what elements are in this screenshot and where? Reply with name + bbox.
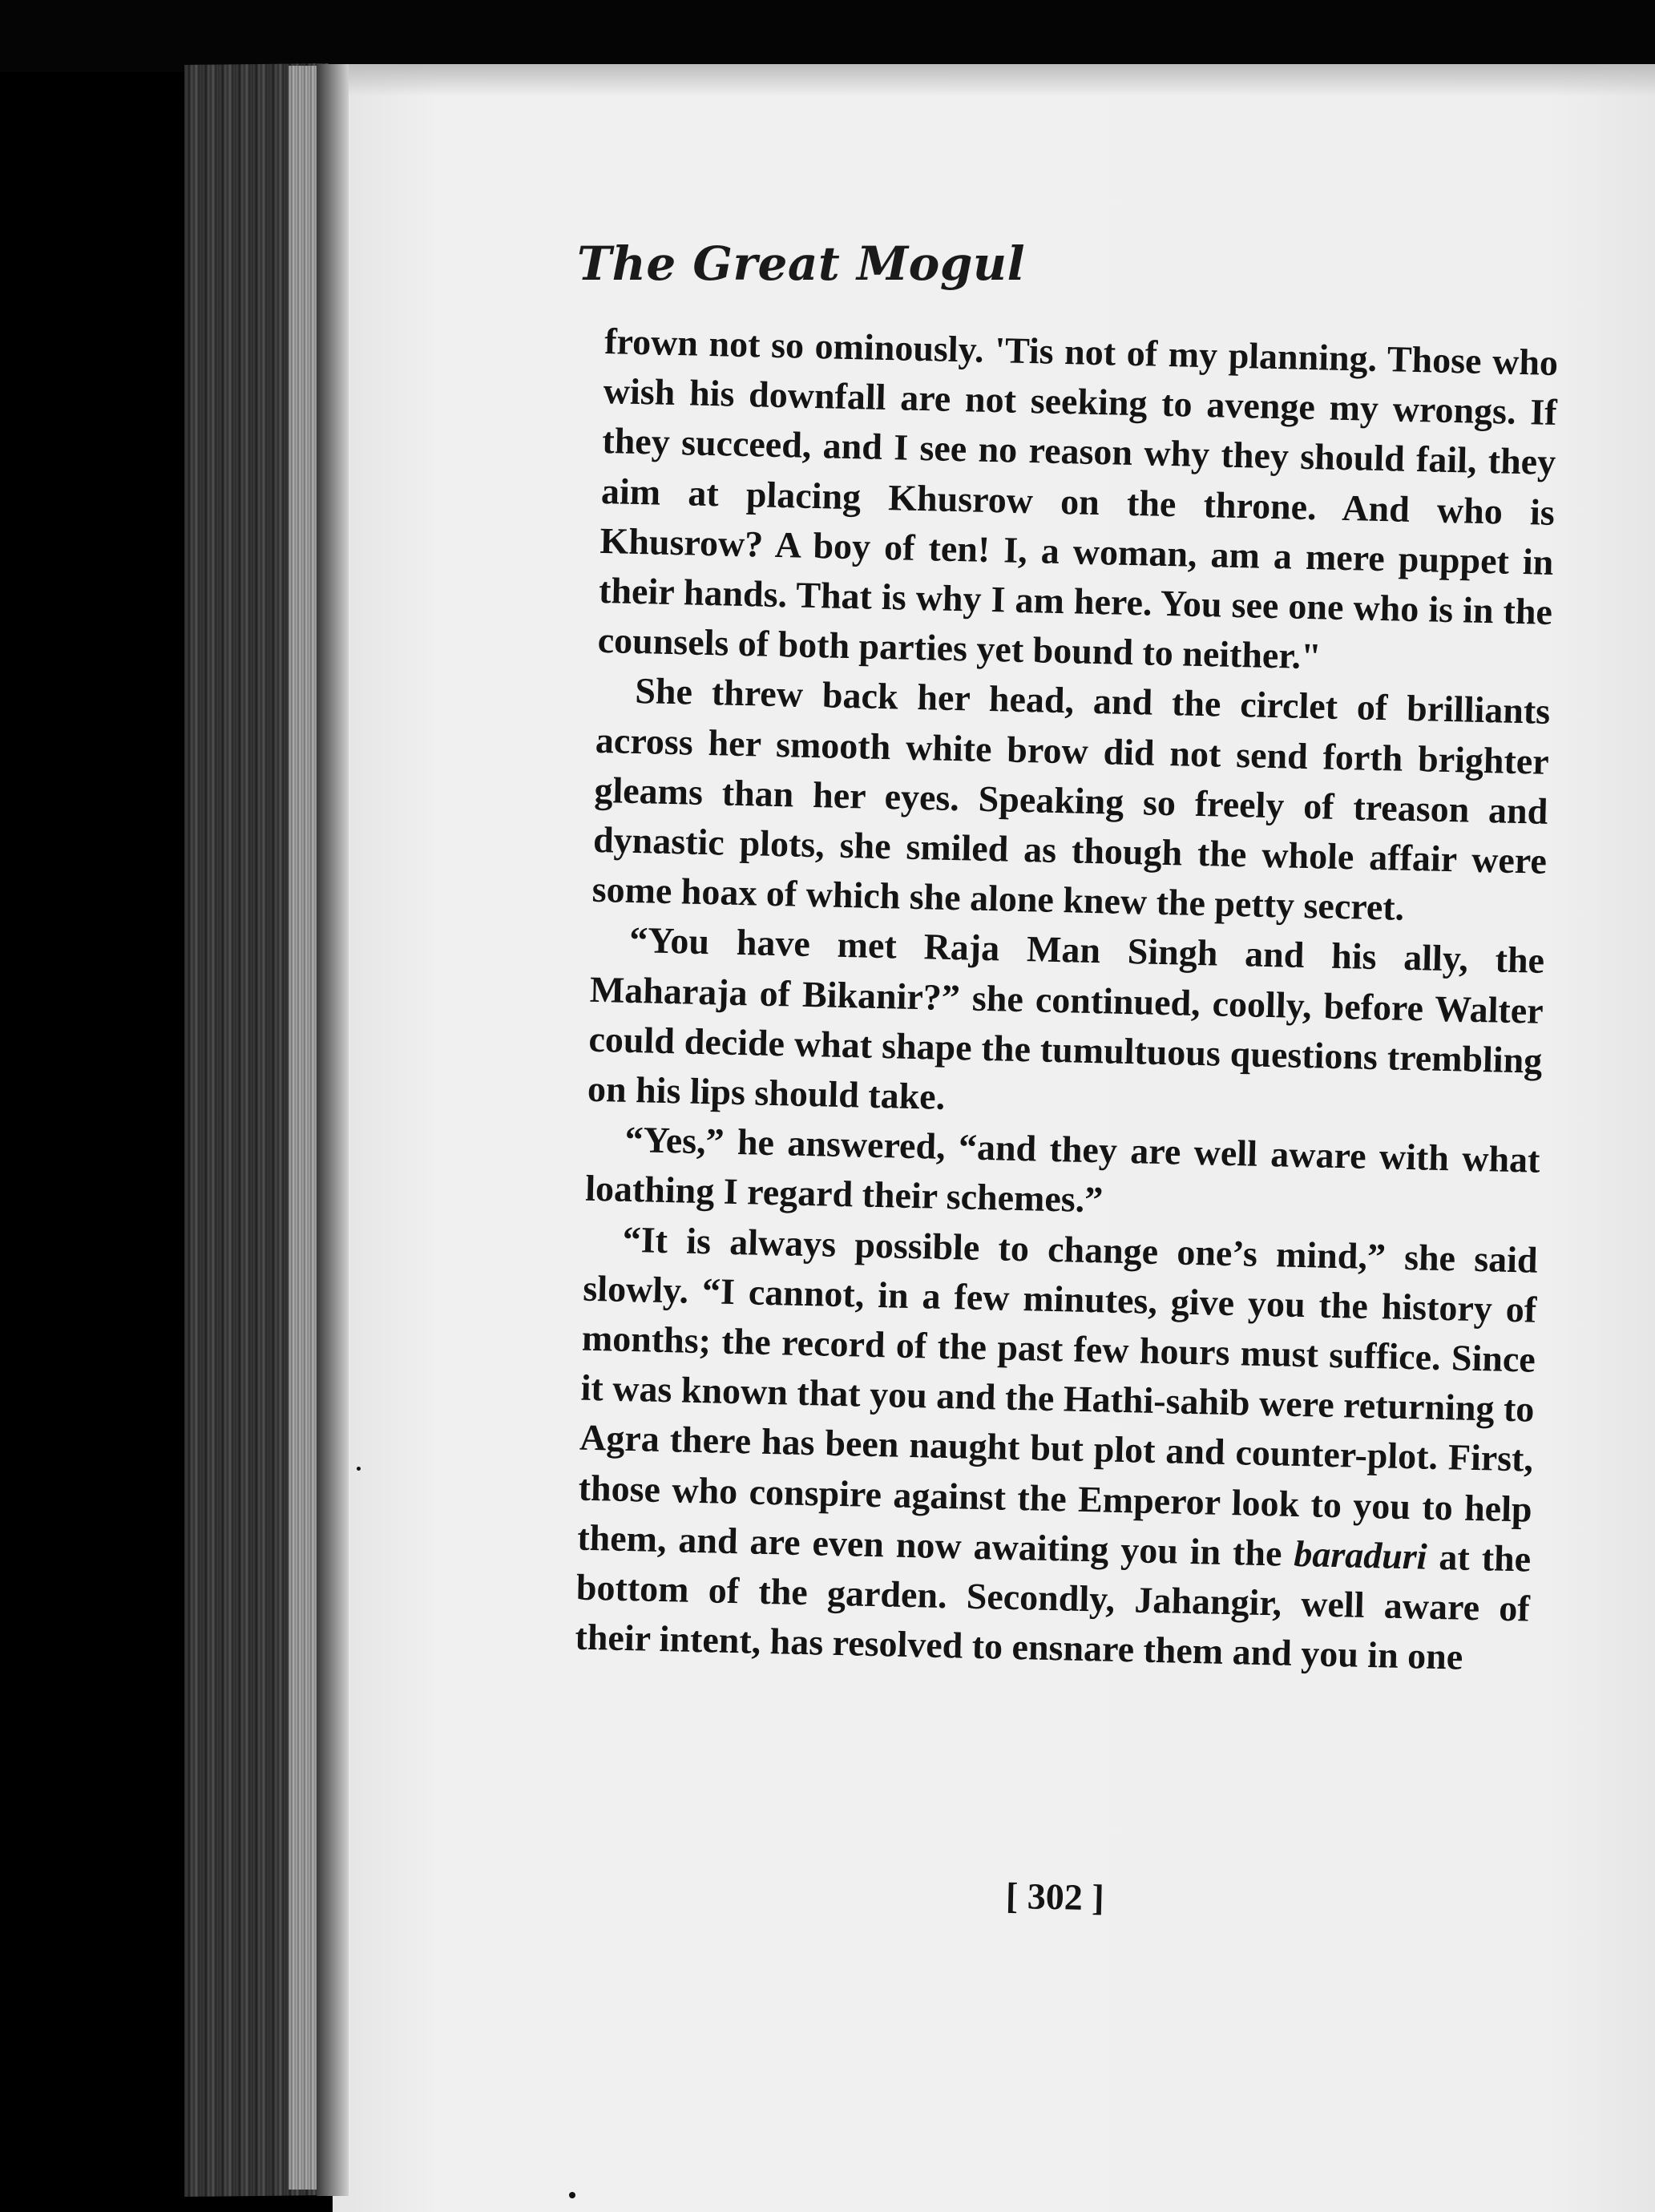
scan-speck [357,1467,361,1471]
body-text [575,317,1559,1684]
paragraph-5 [575,1213,1538,1684]
paragraph-2: She threw back her head, and the circlet of brilliants across her smooth white brow did not send forth brighter gleams than her eyes. Speaking so freely of treason and dynastic plots, she smiled as though the whole affair were some hoax of which she alone knew the petty secret. [591,670,1551,929]
page-top-shadow [333,64,1655,96]
scan-speck [569,2192,575,2198]
paragraph-5-end: at the bottom of the garden. Secondly, Jahangir, well aware of their intent, has resolved to ensnare them and you in one [575,1536,1532,1677]
paragraph-4: “Yes,” he answered, “and they are well aware with what loathing I regard their schemes.” [584,1119,1541,1221]
paragraph-1: frown not so ominously. 'Tis not of my planning. Those who wish his downfall are not seeking to avenge my wrongs. If they succeed, and I see no reason why they should fail, they aim at placing Khusrow on the throne. And who is Khusrow? A boy of ten! I, a woman, am a mere puppet in their hands. That is why I am here. You see one who is in the counsels of both parties yet bound to neither." [597,320,1559,677]
scan-top-border [0,0,1655,72]
paragraph-5-start: “It is always possible to change one’s mind,” she said slowly. “I cannot, in a few minutes, give you the history of months; the record of the past few hours must suffice. Since it was known that you and the Hathi-sahib were returning to Agra there has been naught but plot and counter-plot. First, those who conspire against the Emperor look to you to help them, and are even now awaiting you in the [576,1218,1539,1574]
gutter-shadow [317,64,349,2196]
page-number: [ 302 ] [1005,1875,1105,1919]
running-head: The Great Mogul [577,236,1026,291]
italic-word: baraduri [1293,1532,1428,1577]
paragraph-3: “You have met Raja Man Singh and his ally, the Maharaja of Bikanir?” she continued, coolly, before Walter could decide what shape the tumultuous questions trembling on his lips should take. [587,919,1545,1117]
